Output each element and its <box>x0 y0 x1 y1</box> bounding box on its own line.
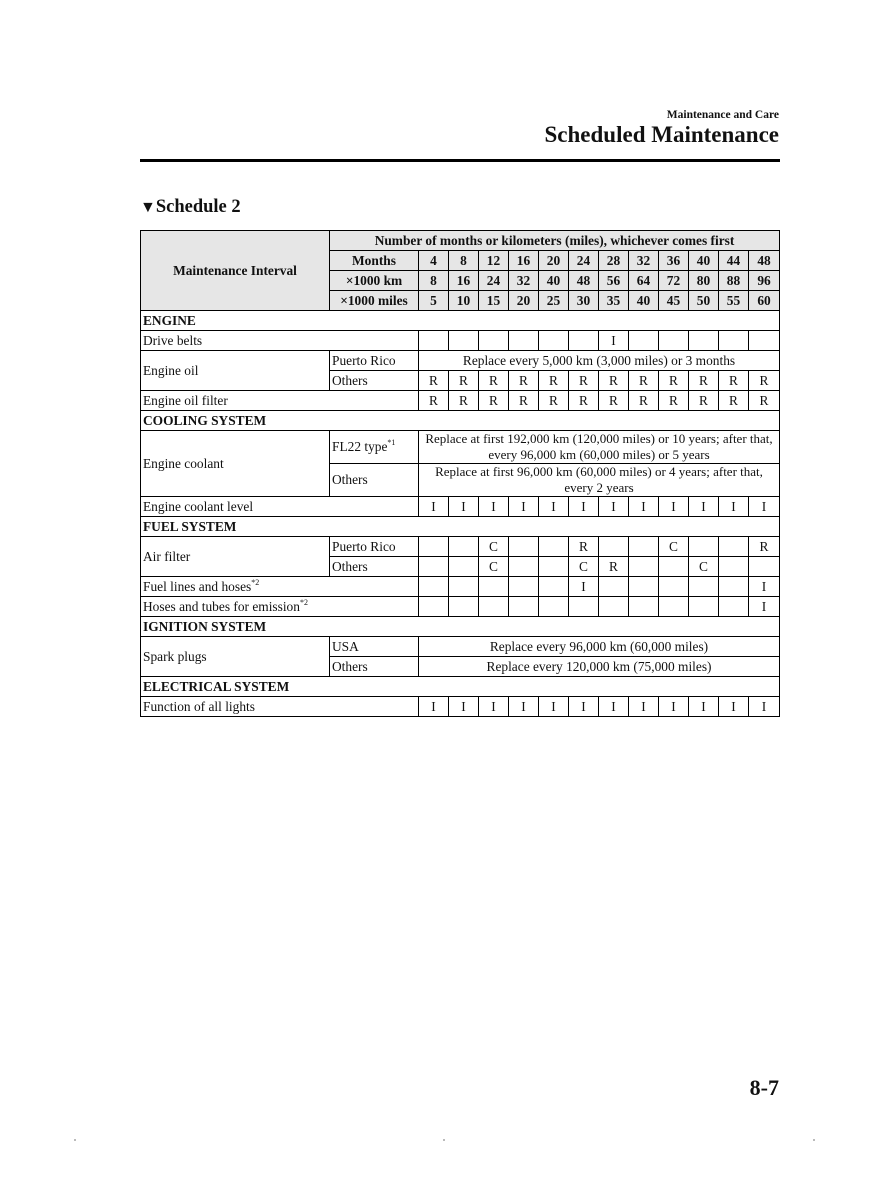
table-row <box>141 331 780 351</box>
interval-cell: R <box>569 537 599 557</box>
sub-label: Puerto Rico <box>330 351 419 371</box>
interval-cell <box>569 331 599 351</box>
interval-cell <box>539 557 569 577</box>
interval-cell: R <box>599 371 629 391</box>
months-value: 24 <box>569 251 599 271</box>
interval-cell <box>509 577 539 597</box>
interval-cell <box>599 537 629 557</box>
item-label: Engine coolant level <box>141 497 419 517</box>
interval-cell: I <box>749 497 780 517</box>
interval-cell: R <box>689 371 719 391</box>
interval-cell <box>509 331 539 351</box>
interval-cell: I <box>539 497 569 517</box>
section-label: Maintenance and Care <box>666 109 779 121</box>
schedule-heading <box>140 197 241 218</box>
interval-cell <box>419 537 449 557</box>
item-label: Air filter <box>141 537 330 577</box>
item-label <box>141 597 419 617</box>
interval-cell: C <box>569 557 599 577</box>
miles-value: 15 <box>479 291 509 311</box>
cell-text: FL22 type <box>332 439 388 455</box>
months-value: 28 <box>599 251 629 271</box>
interval-cell <box>509 537 539 557</box>
schedule-title: Schedule 2 <box>155 197 241 217</box>
interval-cell <box>689 331 719 351</box>
months-value: 12 <box>479 251 509 271</box>
km-value: 16 <box>449 271 479 291</box>
crop-mark <box>443 1139 445 1141</box>
interval-cell <box>629 597 659 617</box>
interval-cell <box>689 577 719 597</box>
interval-cell <box>479 597 509 617</box>
miles-label: ×1000 miles <box>330 291 419 311</box>
category-heading: COOLING SYSTEM <box>141 411 780 431</box>
interval-cell: I <box>749 577 780 597</box>
interval-cell <box>449 597 479 617</box>
interval-cell: I <box>449 497 479 517</box>
interval-cell <box>419 577 449 597</box>
category-row <box>141 411 780 431</box>
interval-cell: I <box>539 697 569 717</box>
category-row <box>141 617 780 637</box>
item-label <box>141 577 419 597</box>
interval-cell: C <box>689 557 719 577</box>
interval-cell: I <box>749 597 780 617</box>
interval-cell: I <box>719 697 749 717</box>
interval-cell <box>419 597 449 617</box>
interval-note: Replace every 5,000 km (3,000 miles) or 3 months <box>419 351 780 371</box>
sub-label: Others <box>330 557 419 577</box>
cell-text: Fuel lines and hoses <box>143 578 252 594</box>
interval-cell: R <box>749 391 780 411</box>
interval-cell: I <box>569 577 599 597</box>
miles-value: 5 <box>419 291 449 311</box>
interval-cell: R <box>749 537 780 557</box>
interval-cell: I <box>479 497 509 517</box>
interval-cell: I <box>419 497 449 517</box>
interval-cell <box>719 557 749 577</box>
page-number: 8-7 <box>749 1075 779 1100</box>
item-label: Function of all lights <box>141 697 419 717</box>
interval-cell: R <box>689 391 719 411</box>
table-row <box>141 697 780 717</box>
interval-cell <box>749 331 780 351</box>
km-label: ×1000 km <box>330 271 419 291</box>
interval-cell <box>629 577 659 597</box>
interval-cell: I <box>599 497 629 517</box>
sub-label <box>330 431 419 464</box>
km-value: 8 <box>419 271 449 291</box>
interval-cell: R <box>749 371 780 391</box>
table-row <box>141 497 780 517</box>
table-row <box>141 577 780 597</box>
interval-cell <box>539 331 569 351</box>
interval-cell <box>689 597 719 617</box>
interval-header: Maintenance Interval <box>141 231 330 311</box>
interval-cell <box>419 331 449 351</box>
item-label: Engine oil filter <box>141 391 419 411</box>
interval-cell <box>539 537 569 557</box>
item-label: Drive belts <box>141 331 419 351</box>
miles-value: 40 <box>629 291 659 311</box>
table-row <box>141 351 780 371</box>
km-value: 64 <box>629 271 659 291</box>
interval-cell: R <box>629 391 659 411</box>
interval-cell: R <box>569 371 599 391</box>
miles-value: 60 <box>749 291 780 311</box>
interval-cell: I <box>509 697 539 717</box>
interval-cell <box>629 537 659 557</box>
interval-cell <box>719 597 749 617</box>
interval-note: Replace every 120,000 km (75,000 miles) <box>419 657 780 677</box>
months-value: 48 <box>749 251 780 271</box>
months-value: 32 <box>629 251 659 271</box>
interval-cell: R <box>719 371 749 391</box>
km-value: 48 <box>569 271 599 291</box>
interval-cell: R <box>659 371 689 391</box>
interval-cell <box>629 557 659 577</box>
interval-cell <box>659 331 689 351</box>
category-heading: IGNITION SYSTEM <box>141 617 780 637</box>
interval-cell <box>719 331 749 351</box>
interval-cell: R <box>509 371 539 391</box>
interval-cell <box>449 557 479 577</box>
table-row <box>141 637 780 657</box>
table-row <box>141 537 780 557</box>
interval-cell: I <box>689 497 719 517</box>
crop-mark <box>813 1139 815 1141</box>
miles-value: 45 <box>659 291 689 311</box>
interval-cell <box>479 331 509 351</box>
interval-cell <box>719 537 749 557</box>
interval-cell: C <box>479 557 509 577</box>
cell-text: Hoses and tubes for emission <box>143 598 300 614</box>
interval-cell <box>539 597 569 617</box>
interval-cell <box>659 577 689 597</box>
miles-value: 35 <box>599 291 629 311</box>
interval-cell: R <box>479 371 509 391</box>
footnote-mark: *2 <box>299 597 308 607</box>
category-heading: ENGINE <box>141 311 780 331</box>
header-row <box>141 231 780 251</box>
interval-cell <box>479 577 509 597</box>
km-value: 56 <box>599 271 629 291</box>
interval-cell: I <box>629 697 659 717</box>
months-value: 36 <box>659 251 689 271</box>
footnote-mark: *2 <box>251 577 260 587</box>
interval-cell: I <box>479 697 509 717</box>
interval-cell: I <box>749 697 780 717</box>
category-heading: ELECTRICAL SYSTEM <box>141 677 780 697</box>
interval-cell: I <box>509 497 539 517</box>
interval-cell: R <box>719 391 749 411</box>
months-value: 16 <box>509 251 539 271</box>
interval-cell: I <box>689 697 719 717</box>
km-value: 32 <box>509 271 539 291</box>
sub-label: Puerto Rico <box>330 537 419 557</box>
interval-cell <box>629 331 659 351</box>
interval-cell: I <box>599 331 629 351</box>
crop-mark <box>74 1139 76 1141</box>
interval-cell: I <box>719 497 749 517</box>
interval-cell: R <box>449 371 479 391</box>
interval-cell <box>419 557 449 577</box>
interval-cell <box>599 597 629 617</box>
interval-cell: R <box>419 391 449 411</box>
months-label: Months <box>330 251 419 271</box>
footnote-mark: *1 <box>387 438 396 448</box>
title-rule <box>140 159 780 162</box>
interval-cell <box>509 557 539 577</box>
interval-cell: I <box>599 697 629 717</box>
interval-cell <box>509 597 539 617</box>
sub-label: Others <box>330 464 419 497</box>
months-value: 4 <box>419 251 449 271</box>
interval-cell: R <box>449 391 479 411</box>
miles-value: 50 <box>689 291 719 311</box>
sub-label: Others <box>330 371 419 391</box>
interval-cell <box>449 537 479 557</box>
interval-cell: R <box>599 391 629 411</box>
interval-cell: R <box>659 391 689 411</box>
interval-cell <box>449 331 479 351</box>
interval-cell: R <box>629 371 659 391</box>
interval-note: Replace at first 96,000 km (60,000 miles) or 4 years; after that, every 2 years <box>419 464 780 497</box>
interval-cell: R <box>539 371 569 391</box>
interval-cell <box>449 577 479 597</box>
sub-label: Others <box>330 657 419 677</box>
interval-cell: I <box>569 697 599 717</box>
km-value: 72 <box>659 271 689 291</box>
maintenance-schedule-table <box>140 230 780 717</box>
category-row <box>141 677 780 697</box>
category-row <box>141 517 780 537</box>
interval-cell: I <box>659 697 689 717</box>
interval-cell <box>599 577 629 597</box>
km-value: 40 <box>539 271 569 291</box>
km-value: 80 <box>689 271 719 291</box>
item-label: Engine oil <box>141 351 330 391</box>
km-value: 24 <box>479 271 509 291</box>
interval-cell: C <box>479 537 509 557</box>
interval-cell: R <box>599 557 629 577</box>
category-heading: FUEL SYSTEM <box>141 517 780 537</box>
months-value: 44 <box>719 251 749 271</box>
months-value: 8 <box>449 251 479 271</box>
interval-cell: R <box>419 371 449 391</box>
table-row <box>141 391 780 411</box>
interval-cell <box>749 557 780 577</box>
page-title: Scheduled Maintenance <box>544 122 779 147</box>
table-row <box>141 431 780 464</box>
interval-cell <box>539 577 569 597</box>
months-value: 20 <box>539 251 569 271</box>
months-value: 40 <box>689 251 719 271</box>
interval-cell: I <box>569 497 599 517</box>
interval-cell <box>659 597 689 617</box>
item-label: Spark plugs <box>141 637 330 677</box>
interval-cell <box>719 577 749 597</box>
km-value: 96 <box>749 271 780 291</box>
miles-value: 55 <box>719 291 749 311</box>
table-row <box>141 597 780 617</box>
interval-cell: I <box>629 497 659 517</box>
span-header: Number of months or kilometers (miles), whichever comes first <box>330 231 780 251</box>
interval-note: Replace at first 192,000 km (120,000 miles) or 10 years; after that, every 96,000 km (60,000 miles) or 5 years <box>419 431 780 464</box>
miles-value: 25 <box>539 291 569 311</box>
miles-value: 20 <box>509 291 539 311</box>
miles-value: 30 <box>569 291 599 311</box>
interval-cell: R <box>509 391 539 411</box>
interval-cell: R <box>539 391 569 411</box>
interval-cell: C <box>659 537 689 557</box>
interval-note: Replace every 96,000 km (60,000 miles) <box>419 637 780 657</box>
interval-cell: R <box>569 391 599 411</box>
triangle-down-icon: ▼ <box>140 199 156 216</box>
category-row <box>141 311 780 331</box>
miles-value: 10 <box>449 291 479 311</box>
interval-cell: I <box>449 697 479 717</box>
interval-cell: R <box>479 391 509 411</box>
item-label: Engine coolant <box>141 431 330 497</box>
interval-cell: I <box>659 497 689 517</box>
interval-cell <box>569 597 599 617</box>
sub-label: USA <box>330 637 419 657</box>
interval-cell <box>659 557 689 577</box>
interval-cell: I <box>419 697 449 717</box>
km-value: 88 <box>719 271 749 291</box>
interval-cell <box>689 537 719 557</box>
